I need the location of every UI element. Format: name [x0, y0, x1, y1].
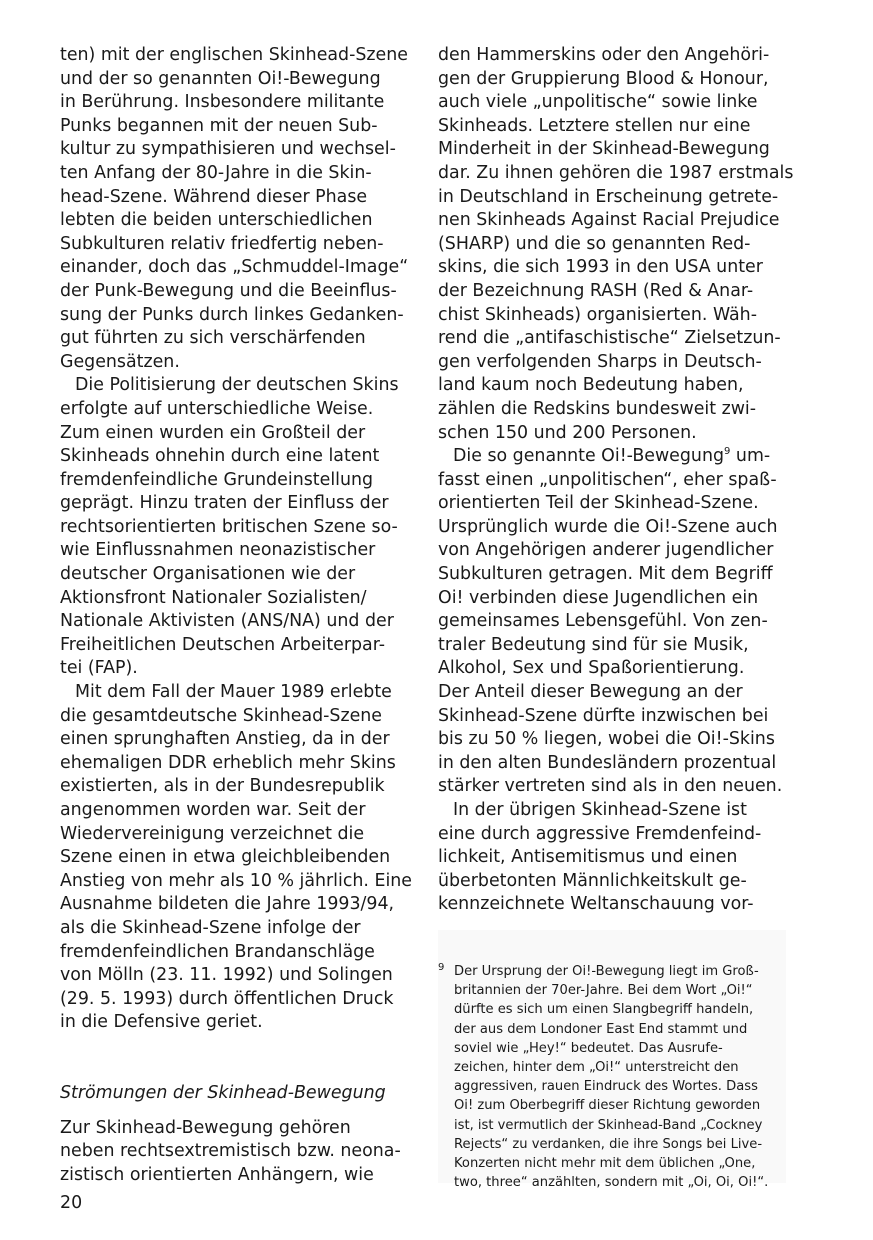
footnote-reference[interactable]: 9	[724, 446, 731, 458]
text-line: Minderheit in der Skinhead-Bewegung	[438, 139, 770, 160]
text-line: orientierten Teil der Skinhead-Szene.	[438, 493, 759, 514]
text-line: existierten, als in der Bundesrepublik	[60, 776, 385, 797]
text-line: kultur zu sympathisieren und wechsel-	[60, 139, 396, 160]
text-line: erfolgte auf unterschiedliche Weise.	[60, 398, 374, 419]
footnote-line: zeichen, hinter dem „Oi!“ unterstreicht den	[454, 1060, 739, 1076]
text-line: fremdenfeindliche Grundeinstellung	[60, 469, 374, 490]
text-line: chist Skinheads) organisierten. Wäh-	[438, 304, 757, 325]
text-line: Mit dem Fall der Mauer 1989 erlebte	[75, 682, 392, 703]
footnote-line: two, three“ anzählten, sondern mit „Oi, Oi, Oi!“.	[454, 1175, 769, 1191]
footnote-line: Konzerten nicht mehr mit dem üblichen „One,	[454, 1156, 756, 1172]
text-line: in Deutschland in Erscheinung getrete-	[438, 186, 779, 207]
text-line: dar. Zu ihnen gehören die 1987 erstmals	[438, 162, 794, 183]
text-run: Die so genannte Oi!-Bewegung	[453, 446, 725, 467]
text-line: Gegensätzen.	[60, 351, 180, 372]
text-line: gut führten zu sich verschärfenden	[60, 328, 366, 349]
text-line: head-Szene. Während dieser Phase	[60, 186, 368, 207]
text-line: ten) mit der englischen Skinhead-Szene	[60, 45, 408, 65]
page-number: 20	[60, 1193, 83, 1213]
text-line: nen Skinheads Against Racial Prejudice	[438, 210, 780, 231]
text-line: Zur Skinhead-Bewegung gehören	[60, 1117, 351, 1138]
text-line: auch viele „unpolitische“ sowie linke	[438, 92, 758, 113]
text-line: Punks begannen mit der neuen Sub-	[60, 115, 378, 136]
text-line: rend die „antifaschistische“ Zielsetzun-	[438, 328, 781, 349]
left-text-column	[60, 44, 413, 1187]
text-line	[438, 445, 783, 469]
text-line: geprägt. Hinzu traten der Einfluss der	[60, 493, 389, 514]
text-line: Ursprünglich wurde die Oi!-Szene auch	[438, 516, 778, 537]
text-line: Skinhead-Szene dürfte inzwischen bei	[438, 705, 769, 726]
text-line: kennzeichnete Weltanschauung vor-	[438, 894, 754, 915]
text-line: Freiheitlichen Deutschen Arbeiterpar-	[60, 634, 386, 655]
footnote-line: der aus dem Londoner East End stammt und	[454, 1021, 748, 1037]
text-line: Ausnahme bildeten die Jahre 1993/94,	[60, 894, 395, 915]
text-line: deutscher Organisationen wie der	[60, 564, 356, 585]
text-line: Anstieg von mehr als 10 % jährlich. Eine	[60, 870, 413, 891]
section-heading: Strömungen der Skinhead-Bewegung	[60, 1082, 386, 1103]
text-line: land kaum noch Bedeutung haben,	[438, 375, 744, 396]
text-line: neben rechtsextremistisch bzw. neona-	[60, 1141, 401, 1162]
text-line: gen der Gruppierung Blood & Honour,	[438, 68, 769, 89]
footnote-text	[454, 962, 768, 1192]
text-line: lichkeit, Antisemitismus und einen	[438, 847, 738, 868]
text-line: fasst einen „unpolitischen“, eher spaß-	[438, 469, 777, 490]
text-line: lebten die beiden unterschiedlichen	[60, 210, 373, 231]
text-line: von Mölln (23. 11. 1992) und Solingen	[60, 965, 393, 986]
text-line: Aktionsfront Nationaler Sozialisten/	[60, 587, 367, 608]
text-line: zistisch orientierten Anhängern, wie	[60, 1164, 374, 1185]
footnote-line: aggressiven, rauen Eindruck des Wortes. Dass	[454, 1079, 758, 1095]
footnote-line: Oi! zum Oberbegriff dieser Richtung geworden	[454, 1098, 761, 1114]
footnote-line: Rejects“ zu verdanken, die ihre Songs bei Live-	[454, 1136, 763, 1152]
text-line: bis zu 50 % liegen, wobei die Oi!-Skins	[438, 729, 775, 750]
text-line: ten Anfang der 80-Jahre in die Skin-	[60, 162, 372, 183]
text-line: Szene einen in etwa gleichbleibenden	[60, 847, 391, 868]
text-line: Die Politisierung der deutschen Skins	[75, 375, 399, 396]
footnote-line: Der Ursprung der Oi!-Bewegung liegt im Groß-	[454, 964, 759, 979]
text-line: traler Bedeutung sind für sie Musik,	[438, 634, 749, 655]
text-line: gemeinsames Lebensgefühl. Von zen-	[438, 611, 768, 632]
text-line: sung der Punks durch linkes Gedanken-	[60, 304, 404, 325]
text-line: der Bezeichnung RASH (Red & Anar-	[438, 280, 754, 301]
text-line: schen 150 und 200 Personen.	[438, 422, 697, 443]
text-line: die gesamtdeutsche Skinhead-Szene	[60, 705, 383, 726]
text-line: fremdenfeindlichen Brandanschläge	[60, 941, 375, 962]
text-line: in Berührung. Insbesondere militante	[60, 92, 385, 113]
right-text-column	[438, 44, 794, 917]
text-line: (29. 5. 1993) durch öffentlichen Druck	[60, 988, 394, 1009]
text-line: (SHARP) und die so genannten Red-	[438, 233, 751, 254]
text-line: der Punk-Bewegung und die Beeinflus-	[60, 280, 397, 301]
text-line: In der übrigen Skinhead-Szene ist	[453, 800, 747, 820]
text-line: Nationale Aktivisten (ANS/NA) und der	[60, 611, 394, 632]
text-run: um-	[730, 446, 771, 467]
text-line: tei (FAP).	[60, 658, 138, 679]
text-line: Skinheads ohnehin durch eine latent	[60, 446, 380, 467]
text-line: in die Defensive geriet.	[60, 1012, 263, 1033]
text-line: stärker vertreten sind als in den neuen.	[438, 776, 783, 797]
text-line: den Hammerskins oder den Angehöri-	[438, 45, 770, 65]
text-line: Subkulturen relativ friedfertig neben-	[60, 233, 384, 254]
footnote-9	[438, 930, 786, 1191]
text-line: ehemaligen DDR erheblich mehr Skins	[60, 752, 396, 773]
text-line: in den alten Bundesländern prozentual	[438, 752, 777, 773]
text-line: Oi! verbinden diese Jugendlichen ein	[438, 587, 759, 608]
footnote-line: britannien der 70er-Jahre. Bei dem Wort „Oi!“	[454, 983, 753, 999]
text-line: als die Skinhead-Szene infolge der	[60, 917, 361, 938]
text-line: Skinheads. Letztere stellen nur eine	[438, 115, 751, 136]
text-line: von Angehörigen anderer jugendlicher	[438, 540, 774, 561]
text-line: und der so genannten Oi!-Bewegung	[60, 68, 381, 89]
text-line: einen sprunghaften Anstieg, da in der	[60, 729, 390, 750]
footnote-line: dürfte es sich um einen Slangbegriff handeln,	[454, 1002, 754, 1018]
footnote-marker: 9	[438, 962, 445, 973]
text-line: einander, doch das „Schmuddel-Image“	[60, 257, 409, 278]
text-line: Der Anteil dieser Bewegung an der	[438, 682, 743, 703]
text-line: eine durch aggressive Fremdenfeind-	[438, 823, 762, 844]
text-line: gen verfolgenden Sharps in Deutsch-	[438, 351, 762, 372]
text-line: Subkulturen getragen. Mit dem Begriff	[438, 564, 773, 585]
text-line: angenommen worden war. Seit der	[60, 800, 366, 820]
footnote-line: soviel wie „Hey!“ bedeutet. Das Ausrufe-	[454, 1040, 723, 1056]
text-line: Alkohol, Sex und Spaßorientierung.	[438, 658, 745, 679]
text-line: wie Einflussnahmen neonazistischer	[60, 540, 376, 561]
text-line: Zum einen wurden ein Großteil der	[60, 422, 366, 443]
text-line: Wiedervereinigung verzeichnet die	[60, 823, 365, 844]
text-line: skins, die sich 1993 in den USA unter	[438, 257, 763, 278]
text-line: zählen die Redskins bundesweit zwi-	[438, 398, 757, 419]
text-line: überbetonten Männlichkeitskult ge-	[438, 870, 747, 891]
text-line: rechtsorientierten britischen Szene so-	[60, 516, 398, 537]
footnote-line: ist, ist vermutlich der Skinhead-Band „Cockney	[454, 1117, 763, 1133]
